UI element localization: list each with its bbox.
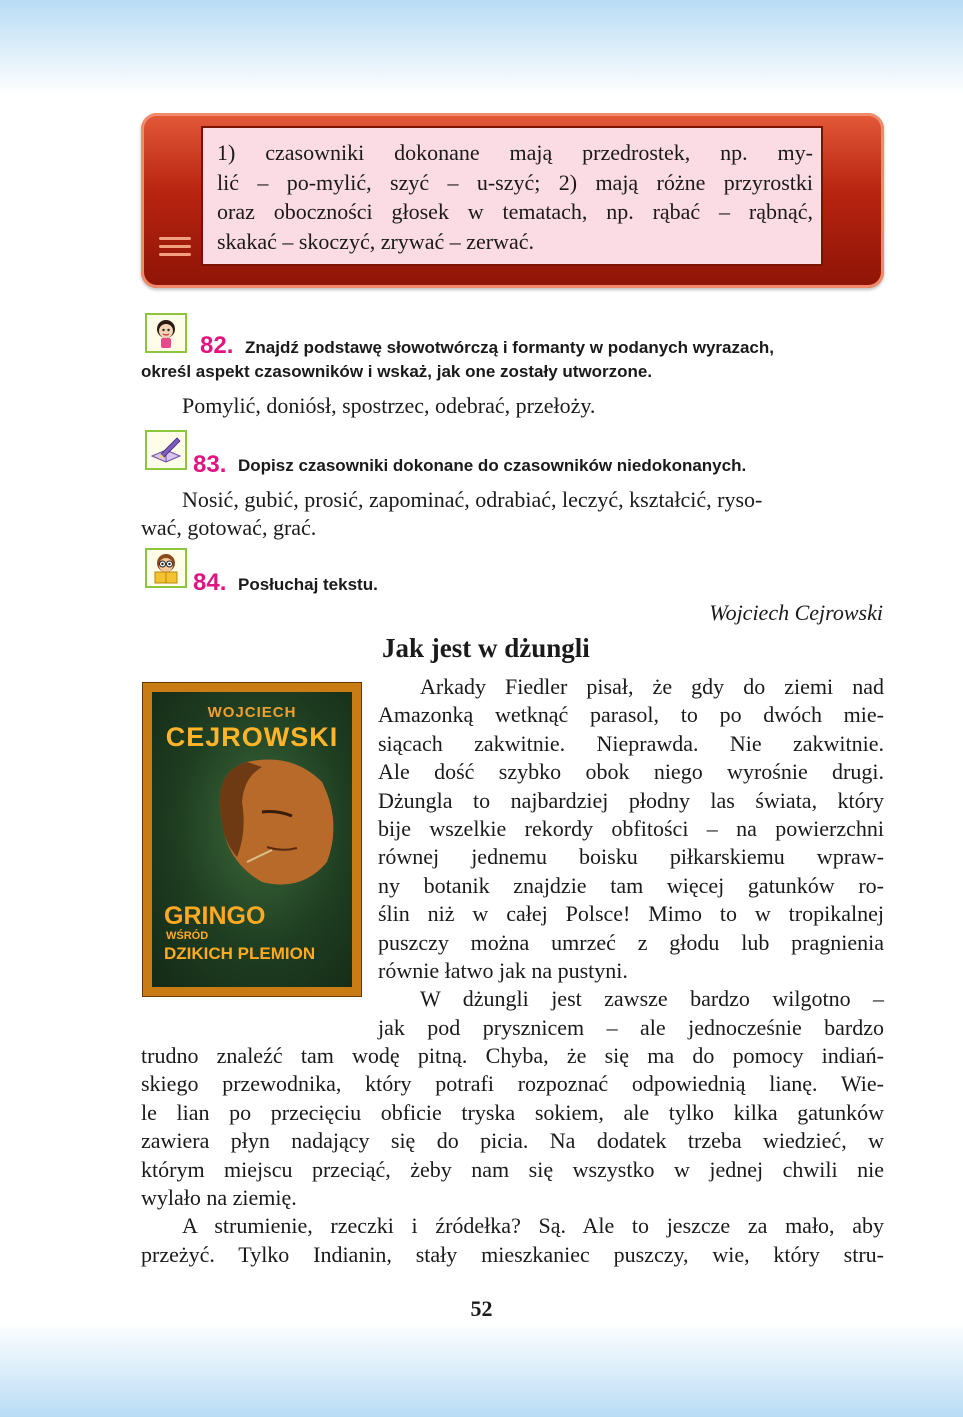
story-line: zawiera płyn nadający się do picia. Na dodatek trzeba wiedzieć, w (141, 1128, 884, 1154)
decorative-slots (159, 237, 191, 261)
top-blue-band (0, 0, 963, 95)
story-line: bije wszelkie rekordy obfitości – na powierzchni (378, 816, 884, 842)
story-line: le lian po przecięciu obficie tryska sokiem, ale tylko kilka gatunków (141, 1099, 884, 1125)
story-line: ślin niż w całej Polsce! Mimo to w tropikalnej (378, 901, 884, 927)
grammar-rule-box (141, 113, 884, 288)
portrait-illustration (152, 752, 352, 902)
exercise-82-words: Pomylić, doniósł, spostrzec, odebrać, przełoży. (182, 393, 596, 418)
story-line: którym miejscu przeciąć, żeby nam się wszystko w jednej chwili nie (141, 1156, 884, 1182)
book-title-line-3: DZIKICH PLEMION (164, 944, 316, 963)
story-line: puszczy można umrzeć z głodu lub pragnienia (378, 929, 884, 955)
rule-line-3: oraz oboczności głosek w tematach, np. rąbać – rąbnąć, (217, 199, 813, 224)
story-line: równie łatwo jak na pustyni. (378, 958, 628, 984)
rule-line-4: skakać – skoczyć, zrywać – zerwać. (217, 228, 534, 254)
book-title-line-2: WŚRÓD (166, 930, 209, 942)
rule-line-1: 1) czasowniki dokonane mają przedrostek, np. my- (217, 140, 813, 165)
story-line: wylało na ziemię. (141, 1185, 297, 1211)
story-title: Jak jest w dżungli (382, 633, 590, 663)
story-full-paragraph (141, 1042, 884, 1269)
book-title-line-1: GRINGO (164, 902, 266, 930)
story-line: równej jednemu boisku piłkarskiemu wpraw- (378, 844, 884, 870)
book-author-last-name: CEJROWSKI (165, 722, 339, 752)
story-line: trudno znaleźć tam wodę pitną. Chyba, że się ma do pomocy indiań- (141, 1043, 884, 1068)
exercise-83-words-line-1: Nosić, gubić, prosić, zapominać, odrabiać, leczyć, kształcić, ryso- (182, 487, 763, 512)
exercise-83-task: Dopisz czasowniki dokonane do czasowników niedokonanych. (238, 456, 747, 475)
story-line: Amazonką wetknąć parasol, to po dwóch mie- (378, 702, 884, 728)
story-line: siącach zakwitnie. Nieprawda. Nie zakwitnie. (378, 730, 884, 756)
book-cover-image (142, 682, 362, 997)
story-line: przeżyć. Tylko Indianin, stały mieszkaniec puszczy, wie, który stru- (141, 1241, 884, 1267)
bottom-blue-band (0, 1322, 963, 1417)
story-line: Ale dość szybko obok niego wyrośnie drugi. (378, 759, 884, 785)
exercise-82-task-line-2: określ aspekt czasowników i wskaż, jak one zostały utworzone. (141, 362, 653, 381)
story-line: skiego przewodnika, który potrafi rozpoznać odpowiednią lianę. Wie- (141, 1071, 884, 1097)
page-number: 52 (470, 1296, 493, 1321)
rule-panel (201, 126, 823, 266)
exercise-84-number: 84. (193, 569, 227, 596)
story-line: ny botanik znajdzie tam więcej gatunków ro- (378, 872, 884, 898)
exercise-82-number: 82. (200, 332, 234, 359)
book-author-first-name: WOJCIECH (207, 704, 297, 721)
exercise-82-task-line-1: Znajdź podstawę słowotwórczą i formanty w podanych wyrazach, (245, 338, 774, 357)
story-line: A strumienie, rzeczki i źródełka? Są. Ale to jeszcze za mało, aby (182, 1213, 884, 1239)
story-line: Dżungla to najbardziej płodny las świata, który (378, 787, 884, 813)
story-line: jak pod prysznicem – ale jednocześnie bardzo (378, 1014, 884, 1040)
rule-text (217, 138, 813, 256)
rule-line-2: lić – po-mylić, szyć – u-szyć; 2) mają różne przyrostki (217, 169, 813, 195)
exercise-83-number: 83. (193, 451, 227, 478)
girl-face-icon (145, 313, 187, 353)
story-line: W dżungli jest zawsze bardzo wilgotno – (420, 986, 884, 1012)
story-author: Wojciech Cejrowski (709, 600, 883, 625)
book-pen-icon (145, 430, 187, 470)
exercise-84-task: Posłuchaj tekstu. (238, 575, 378, 594)
story-line: Arkady Fiedler pisał, że gdy do ziemi nad (420, 674, 884, 699)
exercise-83-words-line-2: wać, gotować, grać. (141, 515, 317, 540)
reading-boy-icon (145, 548, 187, 588)
story-wrapped-paragraph (378, 673, 884, 1042)
